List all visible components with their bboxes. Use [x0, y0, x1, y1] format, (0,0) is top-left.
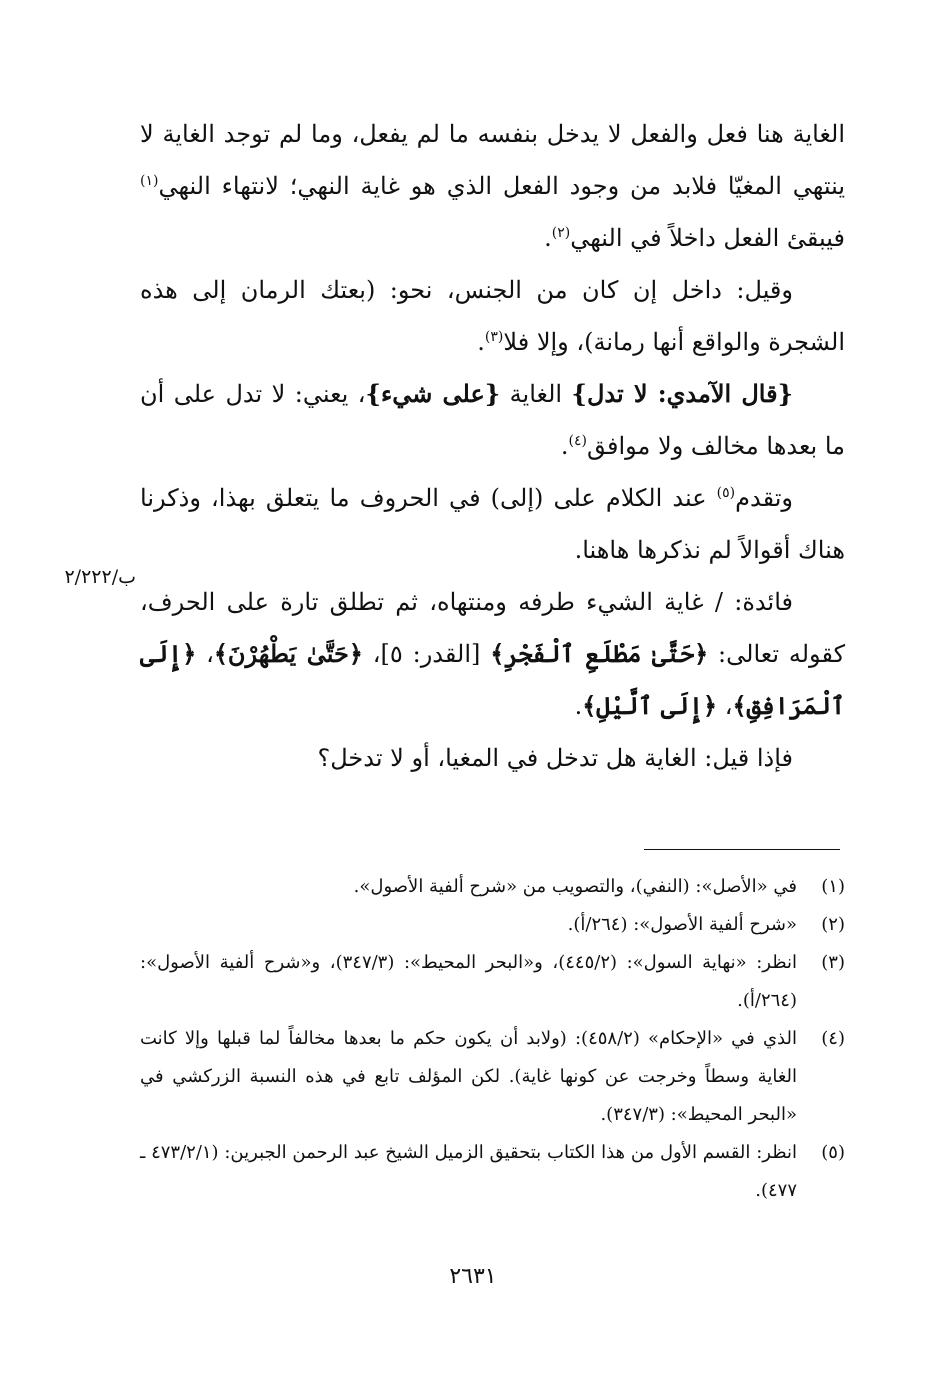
quran-verse-3: ﴿إِلَى ٱلْمَرَافِقِ﴾ — [140, 639, 845, 720]
footnote-text: الذي في «الإحكام» (٤٥٨/٢): (ولابد أن يكون حكم ما بعدها مخالفاً لما قبلها وإلا كانت الغاية وسطاً وخرجت عن كونها غاية). لكن المؤلف تابع في هذه النسبة الزركشي في «البحر المحيط»: (٣٤٧/٣). — [140, 1028, 797, 1125]
footnote-ref-2: (٢) — [551, 225, 571, 241]
footnote-1 — [140, 868, 845, 906]
footnote-ref-3: (٣) — [484, 329, 504, 345]
amidi-quote-bold: {قال الآمدي: لا تدل} — [571, 379, 794, 408]
footnote-text: انظر: القسم الأول من هذا الكتاب بتحقيق الزميل الشيخ عبد الرحمن الجبرين: (٤٧٣/٢/١ ـ ٤٧٧). — [140, 1142, 797, 1201]
footnote-5 — [140, 1134, 845, 1210]
paragraph-2-end-mark: . — [477, 328, 485, 356]
footnotes-section — [140, 868, 845, 1210]
paragraph-1 — [140, 108, 845, 264]
footnote-divider — [644, 849, 840, 850]
manuscript-folio-note: ب/٢/٢٢٢ — [64, 566, 136, 588]
footnote-4 — [140, 1020, 845, 1134]
paragraph-5-start: فائدة: / غاية الشيء طرفه ومنتهاه، ثم تطلق تارة على الحرف، كقوله تعالى: — [140, 588, 846, 668]
footnote-ref-1: (١) — [140, 173, 159, 189]
paragraph-2-text: وقيل: داخل إن كان من الجنس، نحو: (بعتك الرمان إلى هذه الشجرة والواقع أنها رمانة)، وإلا فلا — [140, 276, 845, 356]
footnote-text: «شرح ألفية الأصول»: (٢٦٤/أ). — [567, 914, 797, 935]
quran-verse-1: ﴿حَتَّىٰ مَطْلَعِ ٱلْفَجْرِ﴾ — [490, 639, 709, 668]
footnote-number: (٣) — [821, 952, 845, 973]
footnote-number: (٥) — [821, 1142, 845, 1163]
paragraph-1-text: الغاية هنا فعل والفعل لا يدخل بنفسه ما لم يفعل، وما لم توجد الغاية لا ينتهي المغيّا فلابد من وجود الفعل الذي هو غاية النهي؛ لانتهاء النهي — [140, 120, 846, 200]
paragraph-1-continuation: فيبقئ الفعل داخلاً في النهي — [570, 224, 845, 252]
footnote-ref-5: (٥) — [716, 485, 736, 501]
paragraph-5-end-mark: . — [574, 692, 583, 720]
paragraph-6 — [140, 732, 845, 784]
quran-verse-2: ﴿حَتَّىٰ يَطْهُرْنَ﴾ — [213, 639, 363, 668]
paragraph-3-rest: ، يعني: لا تدل على أن ما بعدها مخالف ولا موافق — [140, 380, 845, 460]
footnote-number: (١) — [821, 876, 845, 897]
ala-shay-bold: {على شيء} — [365, 379, 501, 408]
verse-1-reference: [القدر: ٥]، — [362, 640, 491, 668]
paragraph-1-end-mark: . — [544, 224, 552, 252]
footnote-3 — [140, 944, 845, 1020]
paragraph-6-text: فإذا قيل: الغاية هل تدخل في المغيا، أو لا تدخل؟ — [317, 744, 793, 772]
paragraph-3-end-mark: . — [560, 432, 569, 460]
main-text-body — [140, 108, 845, 784]
paragraph-4-start: وتقدم — [735, 484, 793, 512]
footnote-text: في «الأصل»: (النفي)، والتصويب من «شرح ألفية الأصول». — [353, 876, 797, 897]
separator-2: ، — [717, 692, 733, 720]
footnote-ref-4: (٤) — [568, 433, 587, 449]
paragraph-4 — [140, 472, 845, 576]
footnote-number: (٢) — [821, 914, 845, 935]
page-number: ٢٦٣١ — [449, 1264, 497, 1289]
footnote-text: انظر: «نهاية السول»: (٤٤٥/٢)، و«البحر المحيط»: (٣٤٧/٣)، و«شرح ألفية الأصول»: (٢٦٤/أ). — [140, 952, 798, 1011]
quran-verse-4: ﴿إِلَى ٱلَّيْلِ﴾ — [582, 691, 718, 720]
paragraph-5 — [140, 576, 845, 732]
footnote-2 — [140, 906, 845, 944]
footnote-number: (٤) — [821, 1028, 845, 1049]
paragraph-4-rest: عند الكلام على (إلى) في الحروف ما يتعلق بهذا، وذكرنا هناك أقوالاً لم نذكرها هاهنا. — [140, 484, 845, 564]
paragraph-2 — [140, 264, 845, 368]
paragraph-3-mid: الغاية — [500, 380, 572, 408]
paragraph-3 — [140, 368, 845, 472]
separator-1: ، — [196, 640, 214, 668]
